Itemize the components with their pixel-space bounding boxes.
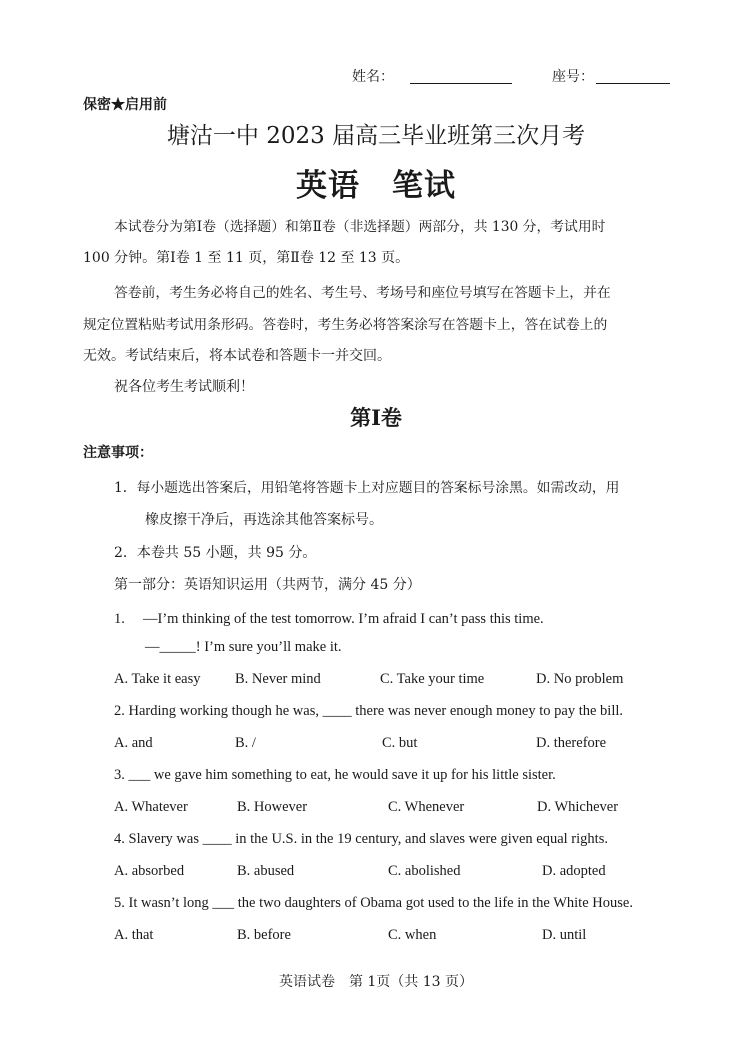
question-5-option-a[interactable]: A. that <box>114 927 154 943</box>
notes-item1-line2: 橡皮擦干净后，再选涂其他答案标号。 <box>145 512 383 528</box>
intro-p3: 祝各位考生考试顺利！ <box>114 379 254 395</box>
notes-item2: 2．本卷共 55 小题，共 95 分。 <box>114 545 317 561</box>
question-2-stem: 2. Harding working though he was, ____ there was never enough money to pay the bill. <box>114 703 624 719</box>
seat-label: 座号： <box>552 69 594 85</box>
question-4-stem: 4. Slavery was ____ in the U.S. in the 19 century, and slaves were given equal rights. <box>114 831 608 847</box>
intro-p2-line3: 无效。考试结束后，将本试卷和答题卡一并交回。 <box>83 348 391 364</box>
question-3-option-b[interactable]: B. However <box>237 799 308 815</box>
question-5-option-d[interactable]: D. until <box>542 927 587 943</box>
question-2-option-c[interactable]: C. but <box>382 735 418 751</box>
question-1-option-b[interactable]: B. Never mind <box>235 671 321 687</box>
question-2-option-b[interactable]: B. / <box>235 735 256 751</box>
seat-field[interactable] <box>552 66 670 86</box>
question-5-option-c[interactable]: C. when <box>388 927 437 943</box>
question-1-stem-line2: —_____! I’m sure you’ll make it. <box>145 639 342 655</box>
question-3-option-d[interactable]: D. Whichever <box>537 799 619 815</box>
intro-p1-line2: 100 分钟。第Ⅰ卷 1 至 11 页，第Ⅱ卷 12 至 13 页。 <box>83 250 410 266</box>
question-5-option-b[interactable]: B. before <box>237 927 291 943</box>
question-1-stem-line1: 1. —I’m thinking of the test tomorrow. I’m afraid I can’t pass this time. <box>114 611 544 627</box>
page-footer: 英语试卷 第 1页（共 13 页） <box>278 974 474 990</box>
question-1-option-d[interactable]: D. No problem <box>536 671 624 687</box>
question-1-option-c[interactable]: C. Take your time <box>380 671 485 687</box>
section-heading: 第一部分：英语知识运用（共两节，满分 45 分） <box>114 577 421 593</box>
name-field[interactable] <box>352 66 512 86</box>
question-2-option-d[interactable]: D. therefore <box>536 735 607 751</box>
question-1-option-a[interactable]: A. Take it easy <box>114 671 201 687</box>
intro-p2-line1: 答卷前，考生务必将自己的姓名、考生号、考场号和座位号填写在答题卡上，并在 <box>114 285 611 301</box>
question-4-option-d[interactable]: D. adopted <box>542 863 606 879</box>
question-4-option-a[interactable]: A. absorbed <box>114 863 185 879</box>
question-3-stem: 3. ___ we gave him something to eat, he would save it up for his little sister. <box>114 767 556 783</box>
volume-title: 第Ⅰ卷 <box>350 405 402 430</box>
exam-title: 塘沽一中 2023 届高三毕业班第三次月考 <box>166 123 586 149</box>
question-4-option-c[interactable]: C. abolished <box>388 863 461 879</box>
confidential-label: 保密★启用前 <box>83 97 167 113</box>
intro-p1-line1: 本试卷分为第Ⅰ卷（选择题）和第Ⅱ卷（非选择题）两部分，共 130 分，考试用时 <box>114 219 606 235</box>
subject-title: 英语 笔试 <box>296 168 456 204</box>
name-label: 姓名： <box>352 69 394 85</box>
name-blank[interactable] <box>410 69 512 84</box>
question-3-option-c[interactable]: C. Whenever <box>388 799 465 815</box>
intro-p2-line2: 规定位置粘贴考试用条形码。答卷时，考生务必将答案涂写在答题卡上，答在试卷上的 <box>83 317 608 333</box>
question-3-option-a[interactable]: A. Whatever <box>114 799 188 815</box>
notes-heading: 注意事项： <box>83 445 153 461</box>
question-2-option-a[interactable]: A. and <box>114 735 153 751</box>
question-4-option-b[interactable]: B. abused <box>237 863 295 879</box>
notes-item1-line1: 1．每小题选出答案后，用铅笔将答题卡上对应题目的答案标号涂黑。如需改动，用 <box>114 480 620 496</box>
seat-blank[interactable] <box>596 69 670 84</box>
question-5-stem: 5. It wasn’t long ___ the two daughters of Obama got used to the life in the White House. <box>114 895 633 911</box>
